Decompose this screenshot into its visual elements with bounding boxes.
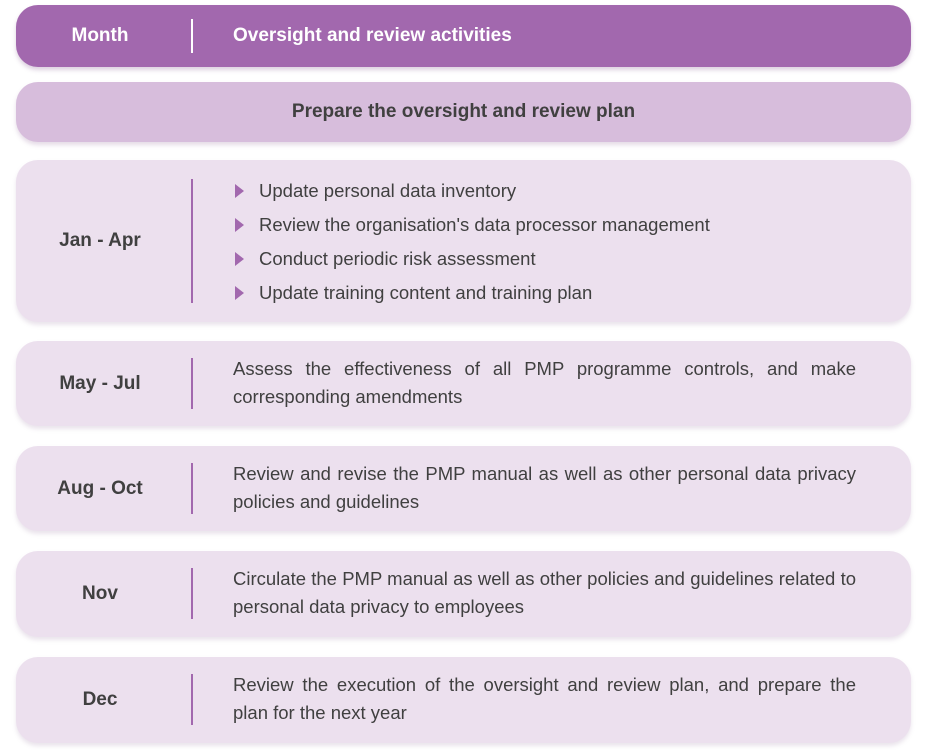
list-item [233,211,710,245]
table-row-nov [16,551,911,637]
triangle-bullet-icon [235,218,244,232]
row-divider [191,179,193,303]
activity-text: Assess the effectiveness of all PMP programme controls, and make corresponding amendments [233,358,856,407]
activity-text: Review the execution of the oversight and review plan, and prepare the plan for the next year [233,674,856,723]
activities-column-header: Oversight and review activities [233,25,512,46]
header-divider [191,19,193,53]
row-month: May - Jul [59,372,141,394]
row-month: Aug - Oct [57,477,143,499]
activity-bullet-list [233,177,710,313]
prepare-plan-label: Prepare the oversight and review plan [291,101,636,122]
list-item-text: Update training content and training plan [259,282,593,303]
row-divider [191,358,193,409]
row-divider [191,568,193,619]
list-item-text: Review the organisation's data processor management [259,214,710,235]
table-header [16,5,911,67]
table-row-may-jul [16,341,911,426]
table-row-jan-apr [16,160,911,322]
activity-text: Review and revise the PMP manual as well as other personal data privacy policies and guidelines [233,463,856,512]
prepare-plan-band [16,82,911,142]
row-month: Nov [82,583,118,604]
list-item [233,245,710,279]
row-month: Jan - Apr [59,230,141,251]
triangle-bullet-icon [235,286,244,300]
row-month: Dec [82,689,118,710]
list-item [233,177,710,211]
table-row-aug-oct [16,446,911,531]
table-row-dec [16,657,911,743]
row-divider [191,463,193,514]
triangle-bullet-icon [235,184,244,198]
row-divider [191,674,193,725]
list-item-text: Update personal data inventory [259,180,517,201]
month-column-header: Month [71,25,129,46]
list-item-text: Conduct periodic risk assessment [259,248,536,269]
list-item [233,279,710,313]
triangle-bullet-icon [235,252,244,266]
activity-text: Circulate the PMP manual as well as other policies and guidelines related to personal data privacy to employees [233,568,856,617]
